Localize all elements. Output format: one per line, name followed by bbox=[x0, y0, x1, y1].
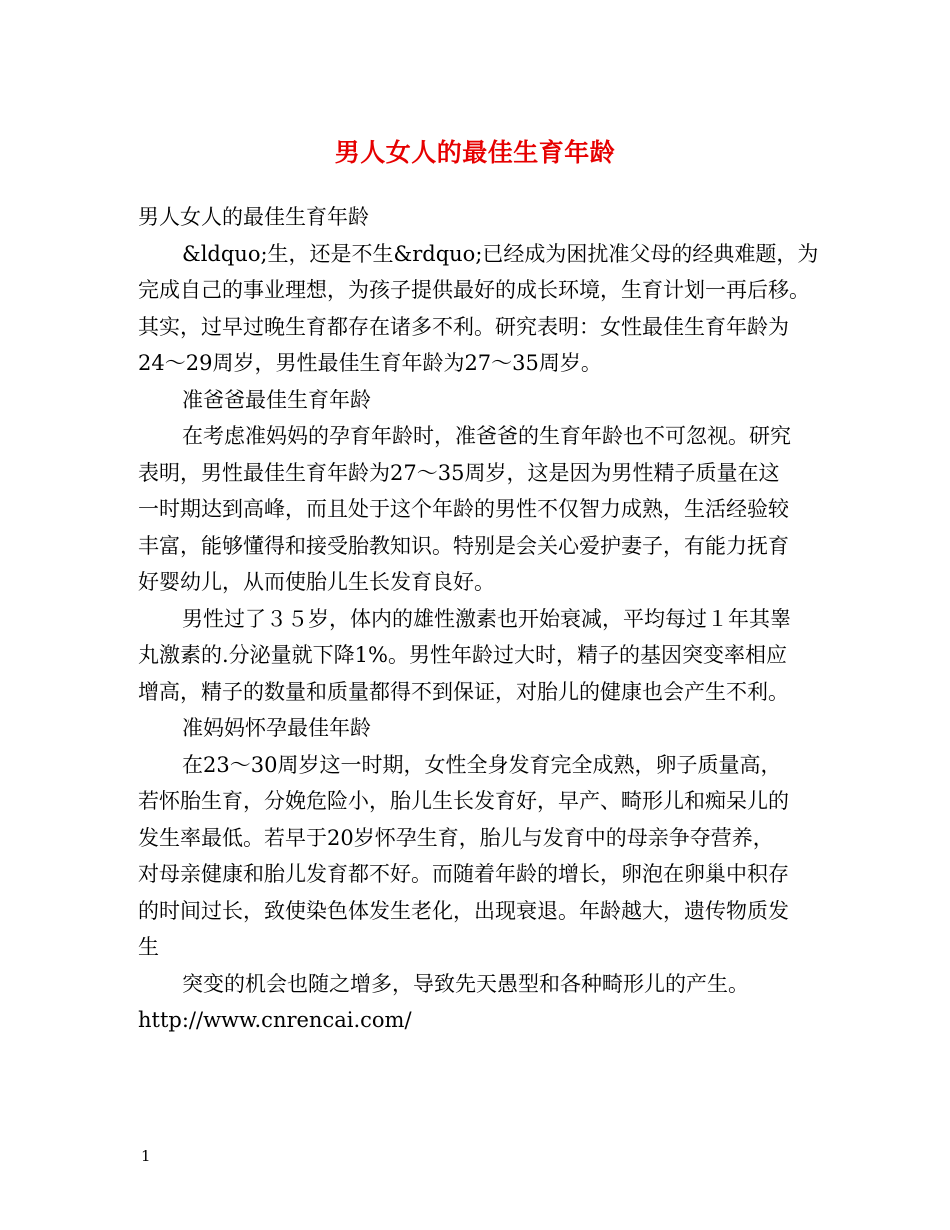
document-body bbox=[138, 199, 828, 1039]
text-line: 男性过了３５岁，体内的雄性激素也开始衰减，平均每过１年其睾 bbox=[182, 606, 791, 631]
text-line: 好婴幼儿，从而使胎儿生长发育良好。 bbox=[138, 570, 495, 594]
text-line: 若怀胎生育，分娩危险小，胎儿生长发育好，早产、畸形儿和痴呆儿的 bbox=[138, 789, 789, 813]
text-line: 24～29周岁，男性最佳生育年龄为27～35周岁。 bbox=[138, 351, 602, 375]
text-line: http://www.cnrencai.com/ bbox=[138, 1008, 412, 1032]
text-line: 的时间过长，致使染色体发生老化，出现衰退。年龄越大，遗传物质发 bbox=[138, 898, 789, 923]
text-line: 一时期达到高峰，而且处于这个年龄的男性不仅智力成熟，生活经验较 bbox=[138, 497, 789, 521]
text-line: 丸激素的.分泌量就下降1%。男性年龄过大时，精子的基因突变率相应 bbox=[138, 643, 787, 667]
text-line: 在考虑准妈妈的孕育年龄时，准爸爸的生育年龄也不可忽视。研究 bbox=[182, 424, 791, 448]
text-line: 增高，精子的数量和质量都得不到保证，对胎儿的健康也会产生不利。 bbox=[138, 679, 789, 704]
text-line: &ldquo;生，还是不生&rdquo;已经成为困扰准父母的经典难题，为 bbox=[182, 241, 819, 266]
text-line: 在23～30周岁这一时期，女性全身发育完全成熟，卵子质量高， bbox=[182, 752, 782, 777]
text-line: 表明，男性最佳生育年龄为27～35周岁，这是因为男性精子质量在这 bbox=[138, 460, 780, 485]
text-line: 突变的机会也随之增多，导致先天愚型和各种畸形儿的产生。 bbox=[182, 971, 749, 996]
text-line: 生 bbox=[138, 935, 159, 959]
text-line: 准妈妈怀孕最佳年龄 bbox=[182, 716, 371, 740]
document-title: 男人女人的最佳生育年龄 bbox=[334, 138, 616, 167]
text-line: 丰富，能够懂得和接受胎教知识。特别是会关心爱护妻子，有能力抚育 bbox=[138, 533, 789, 558]
text-line: 对母亲健康和胎儿发育都不好。而随着年龄的增长，卵泡在卵巢中积存 bbox=[138, 862, 789, 886]
text-line: 男人女人的最佳生育年龄 bbox=[138, 205, 369, 229]
text-line: 准爸爸最佳生育年龄 bbox=[182, 387, 371, 412]
text-line: 其实，过早过晚生育都存在诸多不利。研究表明：女性最佳生育年龄为 bbox=[138, 314, 789, 339]
page-number: 1 bbox=[141, 1147, 151, 1165]
text-line: 发生率最低。若早于20岁怀孕生育，胎儿与发育中的母亲争夺营养， bbox=[138, 825, 774, 850]
text-line: 完成自己的事业理想，为孩子提供最好的成长环境，生育计划一再后移。 bbox=[138, 278, 810, 302]
